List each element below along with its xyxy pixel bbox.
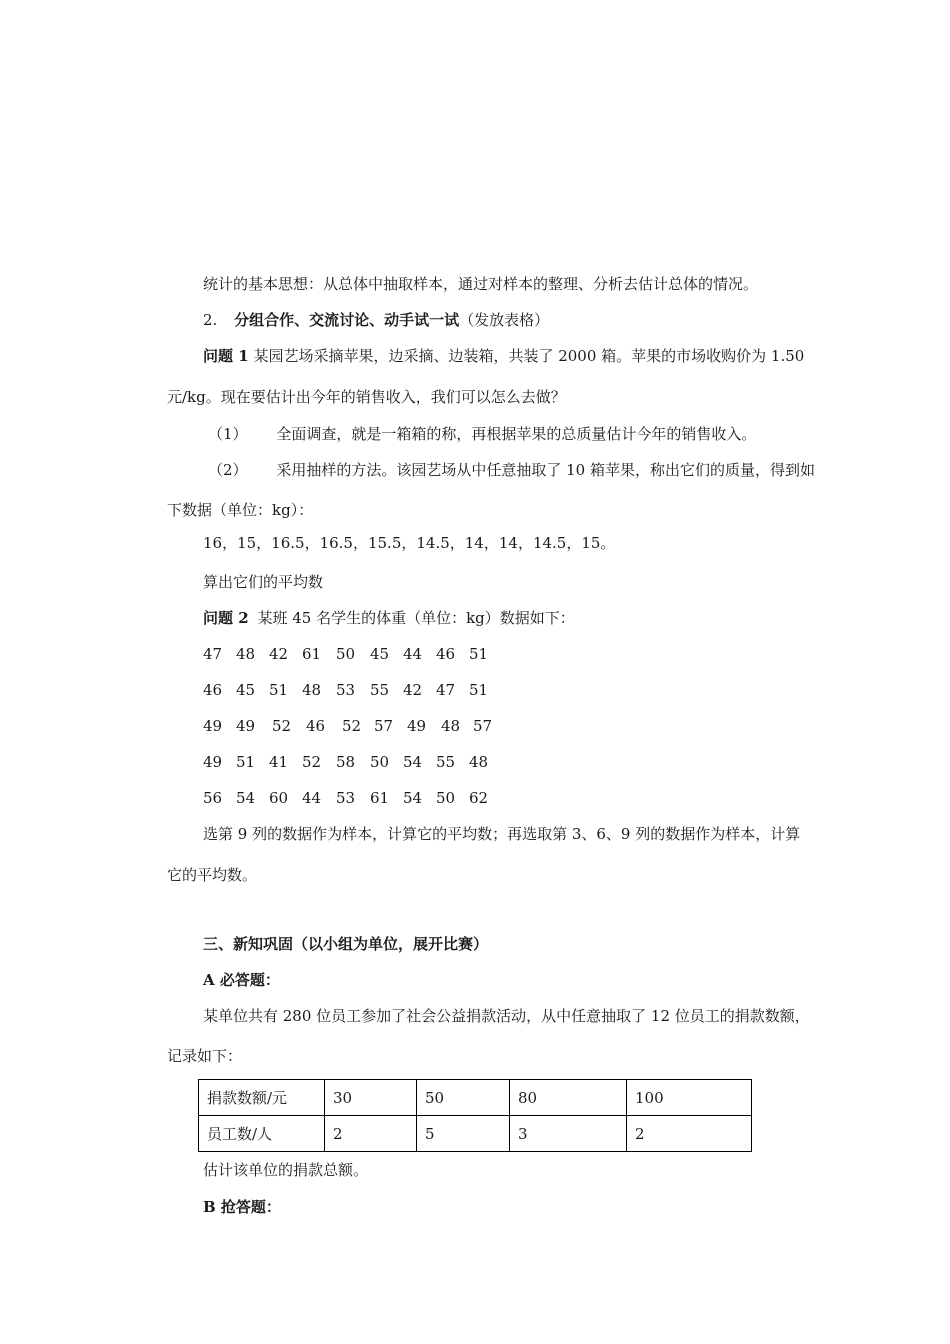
weight-cell: 47	[436, 681, 456, 699]
question-2-label: 问题 2	[203, 609, 249, 627]
method-2	[208, 459, 815, 481]
weight-cell: 60	[269, 789, 289, 807]
weight-cell: 47	[203, 645, 223, 663]
weight-cell: 52	[302, 753, 322, 771]
question-2-text: 某班 45 名学生的体重（单位：kg）数据如下：	[257, 609, 575, 627]
donation-table	[198, 1079, 752, 1152]
weight-cell: 45	[236, 681, 256, 699]
weight-cell: 46	[203, 681, 223, 699]
section-2-note: （发放表格）	[459, 311, 550, 329]
weight-cell: 54	[236, 789, 256, 807]
weight-cell: 56	[203, 789, 223, 807]
table-cell: 3	[510, 1116, 627, 1152]
weight-cell: 54	[403, 753, 423, 771]
donation-problem-text-cont: 记录如下：	[167, 1047, 243, 1065]
weight-cell: 55	[370, 681, 390, 699]
weight-cell: 57	[374, 717, 394, 735]
weight-cell: 54	[403, 789, 423, 807]
weight-cell: 50	[370, 753, 390, 771]
weight-cell: 61	[370, 789, 390, 807]
weight-cell: 45	[370, 645, 390, 663]
question-1-label: 问题 1	[203, 347, 249, 365]
table-cell: 2	[325, 1116, 417, 1152]
method-1-number: （1）	[208, 425, 248, 443]
question-1-text: 某园艺场采摘苹果，边采摘、边装箱，共装了 2000 箱。苹果的市场收购价为 1.50	[253, 347, 805, 365]
estimate-instruction: 估计该单位的捐款总额。	[203, 1161, 369, 1179]
table-row	[199, 1116, 752, 1152]
table-cell: 2	[627, 1116, 752, 1152]
method-1-text: 全面调查，就是一箱箱的称，再根据苹果的总质量估计今年的销售收入。	[276, 425, 757, 443]
table-row	[199, 1080, 752, 1116]
table-cell: 50	[417, 1080, 510, 1116]
principle-text: 统计的基本思想：从总体中抽取样本，通过对样本的整理、分析去估计总体的情况。	[203, 275, 759, 293]
weight-cell: 48	[302, 681, 322, 699]
donation-problem-text: 某单位共有 280 位员工参加了社会公益捐款活动，从中任意抽取了 12 位员工的捐款数额，	[203, 1007, 810, 1025]
method-2-text: 采用抽样的方法。该园艺场从中任意抽取了 10 箱苹果，称出它们的质量，得到如	[276, 461, 815, 479]
weight-cell: 49	[407, 717, 427, 735]
weight-cell: 41	[269, 753, 289, 771]
method-2-number: （2）	[208, 461, 248, 479]
weight-cell: 61	[302, 645, 322, 663]
sample-selection-text: 选第 9 列的数据作为样本，计算它的平均数；再选取第 3、6、9 列的数据作为样本，计算	[203, 825, 801, 843]
weight-cell: 44	[403, 645, 423, 663]
weight-cell: 58	[336, 753, 356, 771]
table-cell: 员工数/人	[199, 1116, 325, 1152]
weight-cell: 49	[203, 717, 223, 735]
weight-cell: 42	[269, 645, 289, 663]
weight-cell: 49	[236, 717, 256, 735]
question-1	[203, 345, 804, 367]
weight-cell: 50	[436, 789, 456, 807]
weight-cell: 51	[236, 753, 256, 771]
average-instruction: 算出它们的平均数	[203, 573, 324, 591]
weight-cell: 46	[436, 645, 456, 663]
weight-cell: 55	[436, 753, 456, 771]
weight-cell: 52	[272, 717, 292, 735]
weight-cell: 53	[336, 681, 356, 699]
weight-cell: 42	[403, 681, 423, 699]
table-cell: 捐款数额/元	[199, 1080, 325, 1116]
weight-cell: 48	[469, 753, 489, 771]
required-question-title: A 必答题：	[203, 971, 280, 989]
section-2-number: 2.	[203, 311, 218, 329]
apple-data: 16，15，16.5，16.5，15.5，14.5，14，14，14.5，15。	[203, 534, 616, 552]
weight-cell: 57	[473, 717, 493, 735]
section-2-title: 分组合作、交流讨论、动手试一试	[234, 311, 460, 329]
weight-cell: 52	[342, 717, 362, 735]
weight-cell: 46	[306, 717, 326, 735]
weight-cell: 51	[269, 681, 289, 699]
question-2	[203, 607, 575, 629]
weight-cell: 48	[441, 717, 461, 735]
table-cell: 80	[510, 1080, 627, 1116]
weight-cell: 62	[469, 789, 489, 807]
weight-cell: 53	[336, 789, 356, 807]
section-2-heading	[203, 309, 549, 331]
method-2-text-cont: 下数据（单位：kg）：	[167, 501, 314, 519]
weight-cell: 48	[236, 645, 256, 663]
weight-cell: 51	[469, 681, 489, 699]
question-1-text-cont: 元/kg。现在要估计出今年的销售收入，我们可以怎么去做？	[167, 388, 566, 406]
quick-answer-title: B 抢答题：	[203, 1198, 281, 1216]
method-1	[208, 423, 756, 445]
table-cell: 30	[325, 1080, 417, 1116]
table-cell: 100	[627, 1080, 752, 1116]
table-cell: 5	[417, 1116, 510, 1152]
weight-cell: 50	[336, 645, 356, 663]
weight-cell: 44	[302, 789, 322, 807]
weight-cell: 49	[203, 753, 223, 771]
section-3-title: 三、新知巩固（以小组为单位，展开比赛）	[203, 935, 489, 953]
weight-cell: 51	[469, 645, 489, 663]
sample-selection-text-cont: 它的平均数。	[167, 866, 258, 884]
